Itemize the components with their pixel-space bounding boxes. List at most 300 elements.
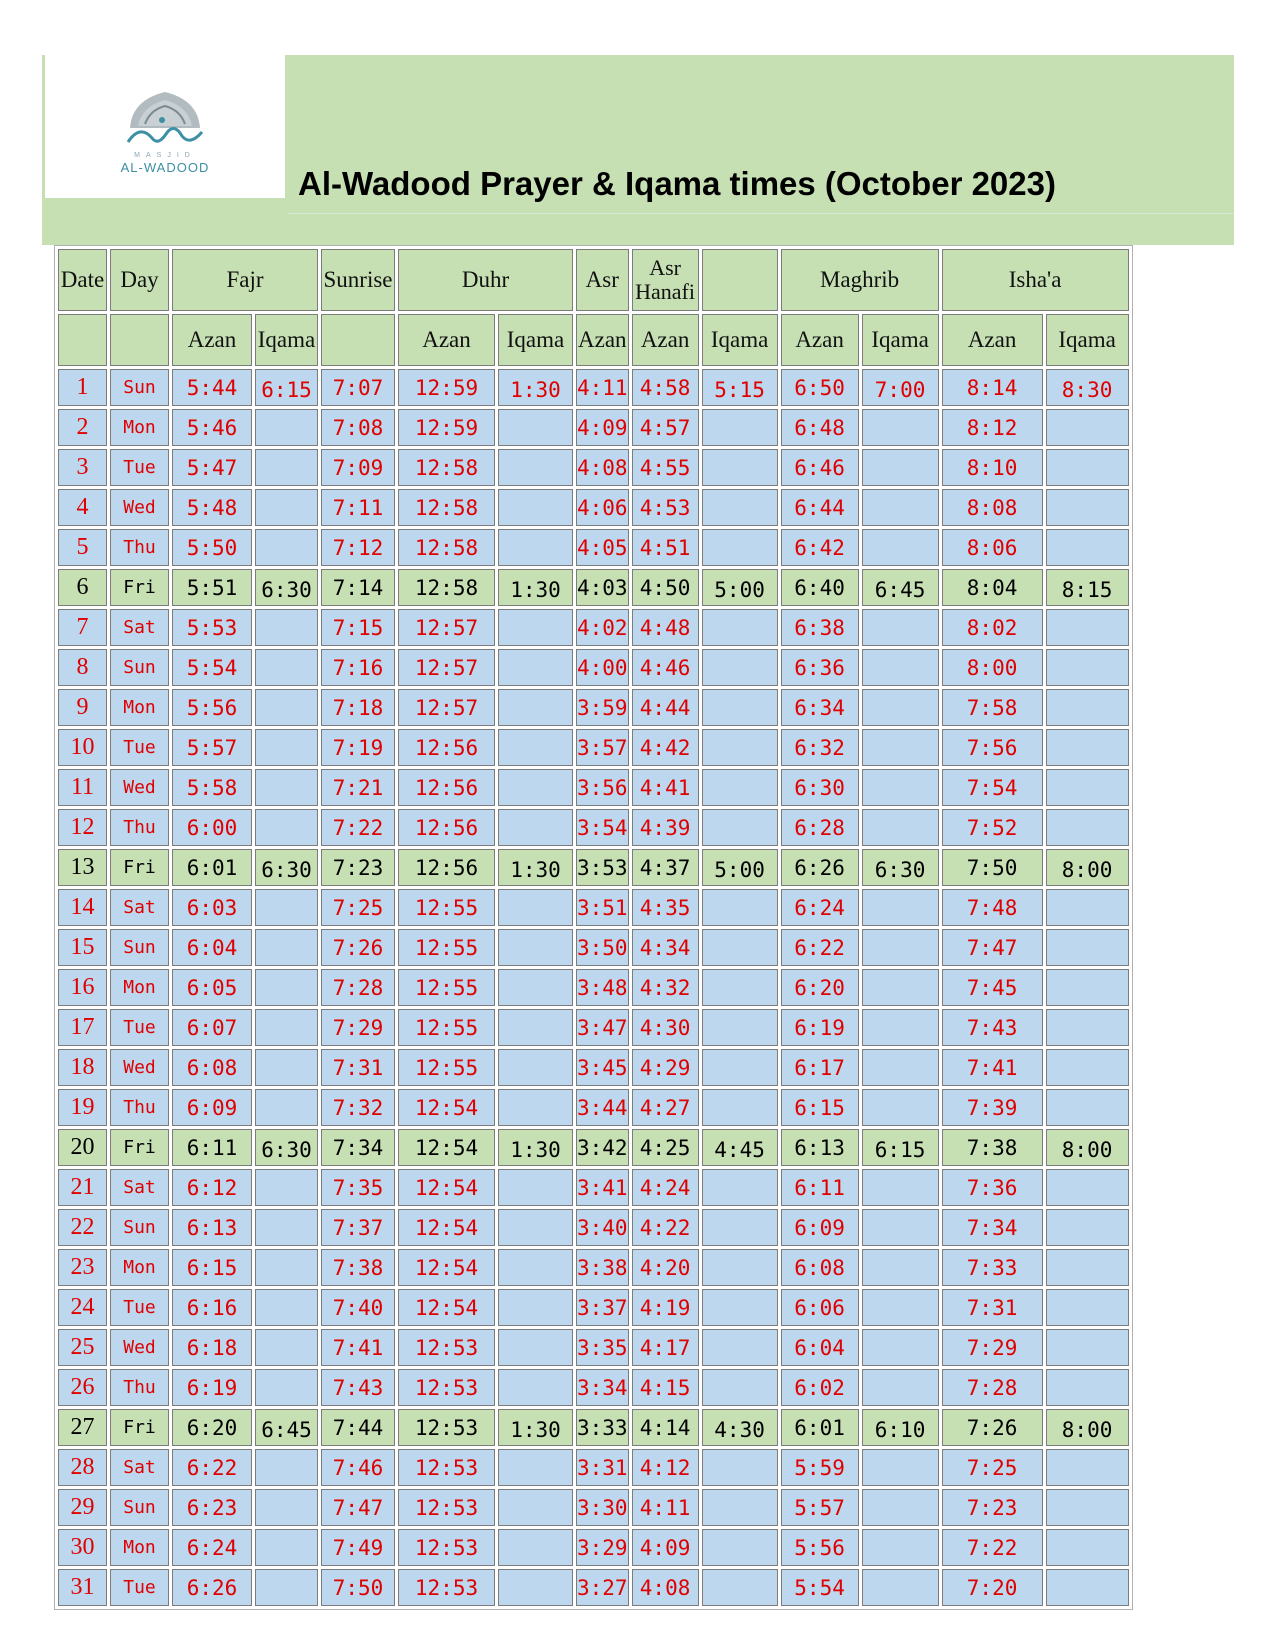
isha-azan-cell: 7:33 (942, 1249, 1043, 1286)
fajr-iqama-cell: 6:30 (255, 849, 318, 886)
sunrise-cell: 7:12 (321, 529, 395, 566)
subheader-maghrib-azan: Azan (781, 314, 859, 366)
fajr-azan-cell: 6:23 (172, 1489, 252, 1526)
asr-hanafi-azan-cell: 4:44 (632, 689, 699, 726)
date-cell: 18 (58, 1049, 107, 1086)
date-cell: 17 (58, 1009, 107, 1046)
asr-hanafi-azan-cell: 4:12 (632, 1449, 699, 1486)
maghrib-azan-cell: 6:46 (781, 449, 859, 486)
fajr-iqama-cell (255, 1249, 318, 1286)
maghrib-azan-cell: 6:19 (781, 1009, 859, 1046)
asr-azan-cell: 3:31 (576, 1449, 629, 1486)
day-cell: Sun (110, 929, 169, 966)
duhr-azan-cell: 12:54 (398, 1289, 495, 1326)
sunrise-cell: 7:18 (321, 689, 395, 726)
asr-iqama-cell (702, 1249, 778, 1286)
maghrib-azan-cell: 5:57 (781, 1489, 859, 1526)
sunrise-cell: 7:26 (321, 929, 395, 966)
isha-iqama-cell (1046, 409, 1129, 446)
fajr-azan-cell: 6:03 (172, 889, 252, 926)
maghrib-azan-cell: 6:36 (781, 649, 859, 686)
day-cell: Thu (110, 809, 169, 846)
isha-iqama-cell (1046, 1089, 1129, 1126)
maghrib-azan-cell: 6:28 (781, 809, 859, 846)
sunrise-cell: 7:08 (321, 409, 395, 446)
header-sunrise: Sunrise (321, 249, 395, 311)
day-cell: Tue (110, 449, 169, 486)
asr-azan-cell: 3:33 (576, 1409, 629, 1446)
asr-iqama-cell: 5:15 (702, 369, 778, 406)
asr-hanafi-azan-cell: 4:11 (632, 1489, 699, 1526)
sunrise-cell: 7:43 (321, 1369, 395, 1406)
isha-iqama-cell (1046, 929, 1129, 966)
day-cell: Tue (110, 729, 169, 766)
asr-azan-cell: 3:53 (576, 849, 629, 886)
asr-azan-cell: 3:29 (576, 1529, 629, 1566)
asr-iqama-cell: 4:30 (702, 1409, 778, 1446)
maghrib-iqama-cell (862, 449, 939, 486)
maghrib-iqama-cell: 7:00 (862, 369, 939, 406)
asr-iqama-cell (702, 649, 778, 686)
date-cell: 31 (58, 1569, 107, 1606)
header-duhr: Duhr (398, 249, 573, 311)
date-cell: 11 (58, 769, 107, 806)
isha-iqama-cell: 8:00 (1046, 1129, 1129, 1166)
table-row (58, 1489, 1129, 1526)
asr-azan-cell: 3:59 (576, 689, 629, 726)
table-row (58, 609, 1129, 646)
sunrise-cell: 7:14 (321, 569, 395, 606)
fajr-azan-cell: 6:08 (172, 1049, 252, 1086)
asr-azan-cell: 3:40 (576, 1209, 629, 1246)
fajr-iqama-cell (255, 1049, 318, 1086)
duhr-azan-cell: 12:58 (398, 529, 495, 566)
isha-iqama-cell (1046, 1529, 1129, 1566)
fajr-iqama-cell (255, 769, 318, 806)
asr-hanafi-azan-cell: 4:41 (632, 769, 699, 806)
header-asr-hanafi: Asr Hanafi (632, 249, 699, 311)
asr-hanafi-azan-cell: 4:55 (632, 449, 699, 486)
table-row (58, 1369, 1129, 1406)
duhr-azan-cell: 12:58 (398, 449, 495, 486)
subheader-day (110, 314, 169, 366)
maghrib-azan-cell: 6:17 (781, 1049, 859, 1086)
maghrib-iqama-cell (862, 1529, 939, 1566)
maghrib-azan-cell: 6:06 (781, 1289, 859, 1326)
maghrib-iqama-cell: 6:10 (862, 1409, 939, 1446)
isha-azan-cell: 8:12 (942, 409, 1043, 446)
asr-azan-cell: 4:02 (576, 609, 629, 646)
duhr-iqama-cell (498, 729, 573, 766)
fajr-iqama-cell (255, 1449, 318, 1486)
sunrise-cell: 7:22 (321, 809, 395, 846)
date-cell: 28 (58, 1449, 107, 1486)
duhr-iqama-cell (498, 769, 573, 806)
day-cell: Sat (110, 1449, 169, 1486)
fajr-azan-cell: 6:04 (172, 929, 252, 966)
fajr-iqama-cell (255, 969, 318, 1006)
duhr-iqama-cell (498, 1289, 573, 1326)
fajr-azan-cell: 5:56 (172, 689, 252, 726)
date-cell: 9 (58, 689, 107, 726)
duhr-iqama-cell (498, 449, 573, 486)
header-isha: Isha'a (942, 249, 1129, 311)
fajr-iqama-cell (255, 609, 318, 646)
duhr-azan-cell: 12:55 (398, 1049, 495, 1086)
day-cell: Tue (110, 1569, 169, 1606)
duhr-iqama-cell (498, 1209, 573, 1246)
fajr-iqama-cell: 6:30 (255, 1129, 318, 1166)
table-row (58, 1569, 1129, 1606)
isha-iqama-cell (1046, 529, 1129, 566)
duhr-azan-cell: 12:55 (398, 1009, 495, 1046)
table-row (58, 809, 1129, 846)
asr-hanafi-azan-cell: 4:22 (632, 1209, 699, 1246)
day-cell: Wed (110, 769, 169, 806)
duhr-iqama-cell (498, 929, 573, 966)
isha-iqama-cell (1046, 1049, 1129, 1086)
isha-iqama-cell: 8:15 (1046, 569, 1129, 606)
day-cell: Tue (110, 1289, 169, 1326)
fajr-iqama-cell: 6:15 (255, 369, 318, 406)
asr-azan-cell: 4:08 (576, 449, 629, 486)
duhr-azan-cell: 12:59 (398, 409, 495, 446)
date-cell: 4 (58, 489, 107, 526)
asr-hanafi-azan-cell: 4:29 (632, 1049, 699, 1086)
maghrib-iqama-cell (862, 1489, 939, 1526)
sunrise-cell: 7:23 (321, 849, 395, 886)
subheader-date (58, 314, 107, 366)
day-cell: Thu (110, 1369, 169, 1406)
isha-azan-cell: 7:20 (942, 1569, 1043, 1606)
duhr-azan-cell: 12:55 (398, 969, 495, 1006)
subheader-sunrise (321, 314, 395, 366)
isha-azan-cell: 7:41 (942, 1049, 1043, 1086)
asr-hanafi-azan-cell: 4:19 (632, 1289, 699, 1326)
isha-azan-cell: 8:10 (942, 449, 1043, 486)
asr-azan-cell: 3:48 (576, 969, 629, 1006)
maghrib-azan-cell: 6:08 (781, 1249, 859, 1286)
asr-iqama-cell: 5:00 (702, 849, 778, 886)
isha-azan-cell: 7:36 (942, 1169, 1043, 1206)
header-date: Date (58, 249, 107, 311)
duhr-azan-cell: 12:54 (398, 1129, 495, 1166)
isha-azan-cell: 8:14 (942, 369, 1043, 406)
table-row (58, 849, 1129, 886)
date-cell: 10 (58, 729, 107, 766)
sunrise-cell: 7:29 (321, 1009, 395, 1046)
header-asr: Asr (576, 249, 629, 311)
sunrise-cell: 7:21 (321, 769, 395, 806)
duhr-iqama-cell (498, 1249, 573, 1286)
maghrib-iqama-cell (862, 929, 939, 966)
asr-hanafi-azan-cell: 4:46 (632, 649, 699, 686)
subheader-maghrib-iqama: Iqama (862, 314, 939, 366)
day-cell: Sat (110, 889, 169, 926)
asr-hanafi-azan-cell: 4:32 (632, 969, 699, 1006)
day-cell: Tue (110, 1009, 169, 1046)
asr-hanafi-azan-cell: 4:34 (632, 929, 699, 966)
asr-azan-cell: 3:41 (576, 1169, 629, 1206)
date-cell: 14 (58, 889, 107, 926)
fajr-azan-cell: 6:24 (172, 1529, 252, 1566)
subheader-isha-iqama: Iqama (1046, 314, 1129, 366)
duhr-azan-cell: 12:53 (398, 1529, 495, 1566)
date-cell: 30 (58, 1529, 107, 1566)
fajr-azan-cell: 6:00 (172, 809, 252, 846)
table-row (58, 929, 1129, 966)
duhr-iqama-cell (498, 1489, 573, 1526)
isha-iqama-cell (1046, 1489, 1129, 1526)
asr-hanafi-azan-cell: 4:53 (632, 489, 699, 526)
asr-hanafi-azan-cell: 4:30 (632, 1009, 699, 1046)
maghrib-iqama-cell (862, 489, 939, 526)
table-row (58, 889, 1129, 926)
maghrib-iqama-cell (862, 729, 939, 766)
asr-azan-cell: 3:56 (576, 769, 629, 806)
duhr-iqama-cell (498, 1009, 573, 1046)
maghrib-azan-cell: 5:59 (781, 1449, 859, 1486)
fajr-azan-cell: 5:54 (172, 649, 252, 686)
maghrib-iqama-cell (862, 1209, 939, 1246)
duhr-iqama-cell (498, 649, 573, 686)
fajr-azan-cell: 5:50 (172, 529, 252, 566)
isha-azan-cell: 7:23 (942, 1489, 1043, 1526)
duhr-azan-cell: 12:57 (398, 609, 495, 646)
table-row (58, 1129, 1129, 1166)
maghrib-azan-cell: 6:34 (781, 689, 859, 726)
isha-azan-cell: 7:48 (942, 889, 1043, 926)
maghrib-iqama-cell (862, 889, 939, 926)
maghrib-iqama-cell (862, 1289, 939, 1326)
duhr-azan-cell: 12:57 (398, 649, 495, 686)
fajr-iqama-cell (255, 409, 318, 446)
isha-iqama-cell (1046, 1369, 1129, 1406)
table-row (58, 969, 1129, 1006)
sunrise-cell: 7:38 (321, 1249, 395, 1286)
maghrib-azan-cell: 6:38 (781, 609, 859, 646)
asr-iqama-cell: 5:00 (702, 569, 778, 606)
sunrise-cell: 7:41 (321, 1329, 395, 1366)
date-cell: 27 (58, 1409, 107, 1446)
asr-hanafi-azan-cell: 4:09 (632, 1529, 699, 1566)
table-row (58, 409, 1129, 446)
asr-azan-cell: 4:09 (576, 409, 629, 446)
asr-iqama-cell (702, 1289, 778, 1326)
date-cell: 20 (58, 1129, 107, 1166)
asr-hanafi-azan-cell: 4:24 (632, 1169, 699, 1206)
isha-iqama-cell: 8:00 (1046, 1409, 1129, 1446)
maghrib-iqama-cell (862, 529, 939, 566)
fajr-azan-cell: 6:01 (172, 849, 252, 886)
date-cell: 13 (58, 849, 107, 886)
maghrib-iqama-cell (862, 1049, 939, 1086)
date-cell: 2 (58, 409, 107, 446)
maghrib-azan-cell: 6:15 (781, 1089, 859, 1126)
maghrib-iqama-cell (862, 1369, 939, 1406)
day-cell: Sun (110, 1209, 169, 1246)
asr-iqama-cell (702, 449, 778, 486)
table-row (58, 689, 1129, 726)
asr-iqama-cell (702, 1089, 778, 1126)
fajr-azan-cell: 6:20 (172, 1409, 252, 1446)
sunrise-cell: 7:40 (321, 1289, 395, 1326)
isha-iqama-cell (1046, 1009, 1129, 1046)
duhr-iqama-cell (498, 489, 573, 526)
duhr-iqama-cell (498, 969, 573, 1006)
asr-azan-cell: 3:54 (576, 809, 629, 846)
day-cell: Wed (110, 489, 169, 526)
fajr-iqama-cell (255, 1089, 318, 1126)
fajr-iqama-cell (255, 1289, 318, 1326)
asr-azan-cell: 3:50 (576, 929, 629, 966)
table-row (58, 1329, 1129, 1366)
subheader-duhr-azan: Azan (398, 314, 495, 366)
isha-iqama-cell (1046, 1329, 1129, 1366)
isha-azan-cell: 7:45 (942, 969, 1043, 1006)
asr-iqama-cell (702, 409, 778, 446)
table-row (58, 729, 1129, 766)
maghrib-iqama-cell (862, 1569, 939, 1606)
date-cell: 1 (58, 369, 107, 406)
date-cell: 25 (58, 1329, 107, 1366)
date-cell: 7 (58, 609, 107, 646)
isha-azan-cell: 7:31 (942, 1289, 1043, 1326)
isha-azan-cell: 7:28 (942, 1369, 1043, 1406)
table-row (58, 1449, 1129, 1486)
date-cell: 16 (58, 969, 107, 1006)
asr-azan-cell: 3:35 (576, 1329, 629, 1366)
isha-azan-cell: 8:08 (942, 489, 1043, 526)
duhr-iqama-cell: 1:30 (498, 1409, 573, 1446)
maghrib-azan-cell: 6:04 (781, 1329, 859, 1366)
isha-azan-cell: 7:52 (942, 809, 1043, 846)
isha-azan-cell: 7:26 (942, 1409, 1043, 1446)
title-divider (288, 213, 1234, 214)
sunrise-cell: 7:07 (321, 369, 395, 406)
fajr-iqama-cell (255, 889, 318, 926)
asr-iqama-cell (702, 1369, 778, 1406)
asr-hanafi-azan-cell: 4:15 (632, 1369, 699, 1406)
asr-hanafi-azan-cell: 4:42 (632, 729, 699, 766)
maghrib-azan-cell: 6:32 (781, 729, 859, 766)
day-cell: Sun (110, 649, 169, 686)
asr-azan-cell: 4:11 (576, 369, 629, 406)
asr-azan-cell: 4:00 (576, 649, 629, 686)
fajr-iqama-cell (255, 1329, 318, 1366)
duhr-iqama-cell: 1:30 (498, 569, 573, 606)
date-cell: 29 (58, 1489, 107, 1526)
isha-azan-cell: 8:02 (942, 609, 1043, 646)
date-cell: 6 (58, 569, 107, 606)
header-day: Day (110, 249, 169, 311)
sunrise-cell: 7:19 (321, 729, 395, 766)
subheader-asr-azan: Azan (576, 314, 629, 366)
fajr-iqama-cell: 6:45 (255, 1409, 318, 1446)
maghrib-azan-cell: 6:24 (781, 889, 859, 926)
table-row (58, 1529, 1129, 1566)
maghrib-iqama-cell (862, 769, 939, 806)
asr-azan-cell: 4:03 (576, 569, 629, 606)
asr-iqama-cell (702, 689, 778, 726)
day-cell: Mon (110, 969, 169, 1006)
fajr-iqama-cell (255, 449, 318, 486)
asr-iqama-cell (702, 609, 778, 646)
maghrib-azan-cell: 6:02 (781, 1369, 859, 1406)
maghrib-azan-cell: 6:20 (781, 969, 859, 1006)
asr-iqama-cell (702, 529, 778, 566)
date-cell: 24 (58, 1289, 107, 1326)
fajr-azan-cell: 6:18 (172, 1329, 252, 1366)
isha-iqama-cell (1046, 889, 1129, 926)
asr-azan-cell: 3:27 (576, 1569, 629, 1606)
maghrib-iqama-cell (862, 689, 939, 726)
sunrise-cell: 7:37 (321, 1209, 395, 1246)
duhr-iqama-cell (498, 1569, 573, 1606)
day-cell: Sun (110, 369, 169, 406)
table-row (58, 449, 1129, 486)
fajr-azan-cell: 6:22 (172, 1449, 252, 1486)
asr-iqama-cell (702, 489, 778, 526)
fajr-azan-cell: 6:13 (172, 1209, 252, 1246)
isha-iqama-cell (1046, 449, 1129, 486)
maghrib-azan-cell: 6:44 (781, 489, 859, 526)
table-row (58, 1289, 1129, 1326)
fajr-iqama-cell (255, 489, 318, 526)
date-cell: 23 (58, 1249, 107, 1286)
isha-azan-cell: 7:50 (942, 849, 1043, 886)
day-cell: Sat (110, 1169, 169, 1206)
table-row (58, 1049, 1129, 1086)
isha-azan-cell: 7:54 (942, 769, 1043, 806)
asr-azan-cell: 3:38 (576, 1249, 629, 1286)
fajr-iqama-cell (255, 1209, 318, 1246)
duhr-iqama-cell (498, 1049, 573, 1086)
fajr-azan-cell: 5:57 (172, 729, 252, 766)
duhr-azan-cell: 12:56 (398, 849, 495, 886)
maghrib-iqama-cell (862, 1449, 939, 1486)
fajr-iqama-cell (255, 1489, 318, 1526)
isha-azan-cell: 7:25 (942, 1449, 1043, 1486)
sunrise-cell: 7:49 (321, 1529, 395, 1566)
asr-iqama-cell (702, 1009, 778, 1046)
duhr-azan-cell: 12:58 (398, 489, 495, 526)
duhr-azan-cell: 12:53 (398, 1409, 495, 1446)
maghrib-iqama-cell: 6:45 (862, 569, 939, 606)
day-cell: Thu (110, 1089, 169, 1126)
duhr-azan-cell: 12:56 (398, 729, 495, 766)
asr-iqama-cell (702, 729, 778, 766)
sunrise-cell: 7:32 (321, 1089, 395, 1126)
maghrib-iqama-cell (862, 649, 939, 686)
duhr-iqama-cell (498, 1449, 573, 1486)
header-row-1 (58, 249, 1129, 311)
isha-azan-cell: 7:29 (942, 1329, 1043, 1366)
isha-iqama-cell (1046, 809, 1129, 846)
table-row (58, 1249, 1129, 1286)
maghrib-azan-cell: 5:54 (781, 1569, 859, 1606)
isha-iqama-cell (1046, 1449, 1129, 1486)
sunrise-cell: 7:09 (321, 449, 395, 486)
asr-iqama-cell (702, 1529, 778, 1566)
duhr-iqama-cell: 1:30 (498, 1129, 573, 1166)
date-cell: 5 (58, 529, 107, 566)
sunrise-cell: 7:47 (321, 1489, 395, 1526)
duhr-iqama-cell: 1:30 (498, 849, 573, 886)
duhr-azan-cell: 12:54 (398, 1249, 495, 1286)
duhr-iqama-cell (498, 809, 573, 846)
fajr-azan-cell: 5:58 (172, 769, 252, 806)
